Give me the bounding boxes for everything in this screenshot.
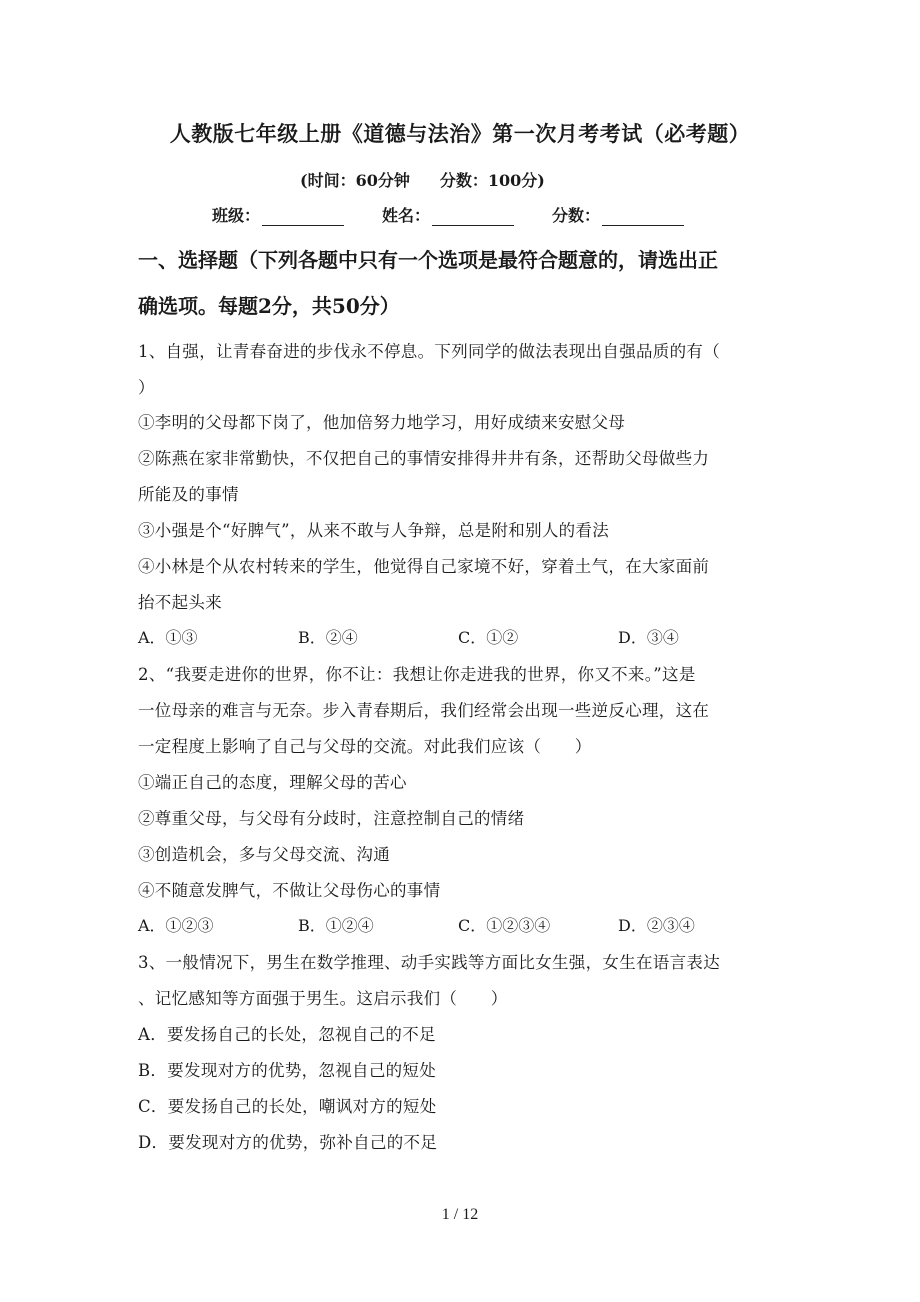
q2-item: ③创造机会，多与父母交流、沟通 bbox=[138, 845, 390, 864]
q3-option-c: C．要发扬自己的长处，嘲讽对方的短处 bbox=[138, 1097, 437, 1116]
q3-option-d: D．要发现对方的优势，弥补自己的不足 bbox=[138, 1133, 438, 1152]
name-field bbox=[382, 203, 514, 226]
q1-item: ②陈燕在家非常勤快，不仅把自己的事情安排得井井有条，还帮助父母做些力 bbox=[138, 449, 710, 468]
q1-option-b: B．②④ bbox=[298, 628, 358, 647]
q1-options bbox=[138, 625, 778, 648]
section-heading-line1: 一、选择题（下列各题中只有一个选项是最符合题意的，请选出正 bbox=[138, 248, 718, 272]
q2-option-a: A．①②③ bbox=[138, 916, 214, 935]
q2-option-d: D．②③④ bbox=[618, 916, 695, 935]
name-label: 姓名： bbox=[382, 206, 431, 225]
page-title: 人教版七年级上册《道德与法治》第一次月考考试（必考题） bbox=[169, 121, 751, 146]
q2-option-c: C．①②③④ bbox=[458, 916, 551, 935]
score-blank bbox=[602, 209, 684, 226]
q2-item: ④不随意发脾气，不做让父母伤心的事情 bbox=[138, 881, 441, 900]
q3-stem-line2: 、记忆感知等方面强于男生。这启示我们（ ） bbox=[138, 989, 508, 1008]
section-heading-line2: 确选项。每题2分，共50分） bbox=[138, 294, 400, 318]
q1-stem-line1: 1、自强，让青春奋进的步伐永不停息。下列同学的做法表现出自强品质的有（ bbox=[138, 342, 720, 361]
q2-stem-line2: 一位母亲的难言与无奈。步入青春期后，我们经常会出现一些逆反心理，这在 bbox=[138, 701, 710, 720]
exam-subtitle bbox=[300, 168, 545, 191]
class-blank bbox=[262, 209, 344, 226]
name-blank bbox=[432, 209, 514, 226]
q2-option-b: B．①②④ bbox=[298, 916, 374, 935]
q1-item: ④小林是个从农村转来的学生，他觉得自己家境不好，穿着土气，在大家面前 bbox=[138, 557, 710, 576]
q1-stem-line2: ） bbox=[138, 378, 155, 397]
q2-stem-line1: 2、“我要走进你的世界，你不让：我想让你走进我的世界，你又不来。”这是 bbox=[138, 665, 696, 684]
q1-option-c: C．①② bbox=[458, 628, 519, 647]
q2-item: ②尊重父母，与父母有分歧时，注意控制自己的情绪 bbox=[138, 809, 525, 828]
exam-total-score: 分数：100分) bbox=[439, 171, 545, 190]
q1-item: ③小强是个“好脾气”，从来不敢与人争辩，总是附和别人的看法 bbox=[138, 521, 610, 540]
page-number: 1 / 12 bbox=[441, 1206, 479, 1223]
q2-stem-line3: 一定程度上影响了自己与父母的交流。对此我们应该（ ） bbox=[138, 737, 592, 756]
q1-item: ①李明的父母都下岗了，他加倍努力地学习，用好成绩来安慰父母 bbox=[138, 413, 626, 432]
q3-stem-line1: 3、一般情况下，男生在数学推理、动手实践等方面比女生强，女生在语言表达 bbox=[138, 953, 720, 972]
q2-options bbox=[138, 913, 778, 936]
q2-item: ①端正自己的态度，理解父母的苦心 bbox=[138, 773, 407, 792]
student-info bbox=[212, 203, 722, 226]
q3-option-a: A．要发扬自己的长处，忽视自己的不足 bbox=[138, 1025, 436, 1044]
score-label: 分数： bbox=[552, 206, 601, 225]
q1-item: 所能及的事情 bbox=[138, 485, 239, 504]
class-field bbox=[212, 203, 344, 226]
q3-option-b: B．要发现对方的优势，忽视自己的短处 bbox=[138, 1061, 437, 1080]
class-label: 班级： bbox=[212, 206, 261, 225]
q1-option-d: D．③④ bbox=[618, 628, 679, 647]
q1-item: 抬不起头来 bbox=[138, 593, 222, 612]
exam-time: (时间：60分钟 bbox=[300, 171, 410, 190]
q1-option-a: A．①③ bbox=[138, 628, 198, 647]
score-field bbox=[552, 203, 684, 226]
